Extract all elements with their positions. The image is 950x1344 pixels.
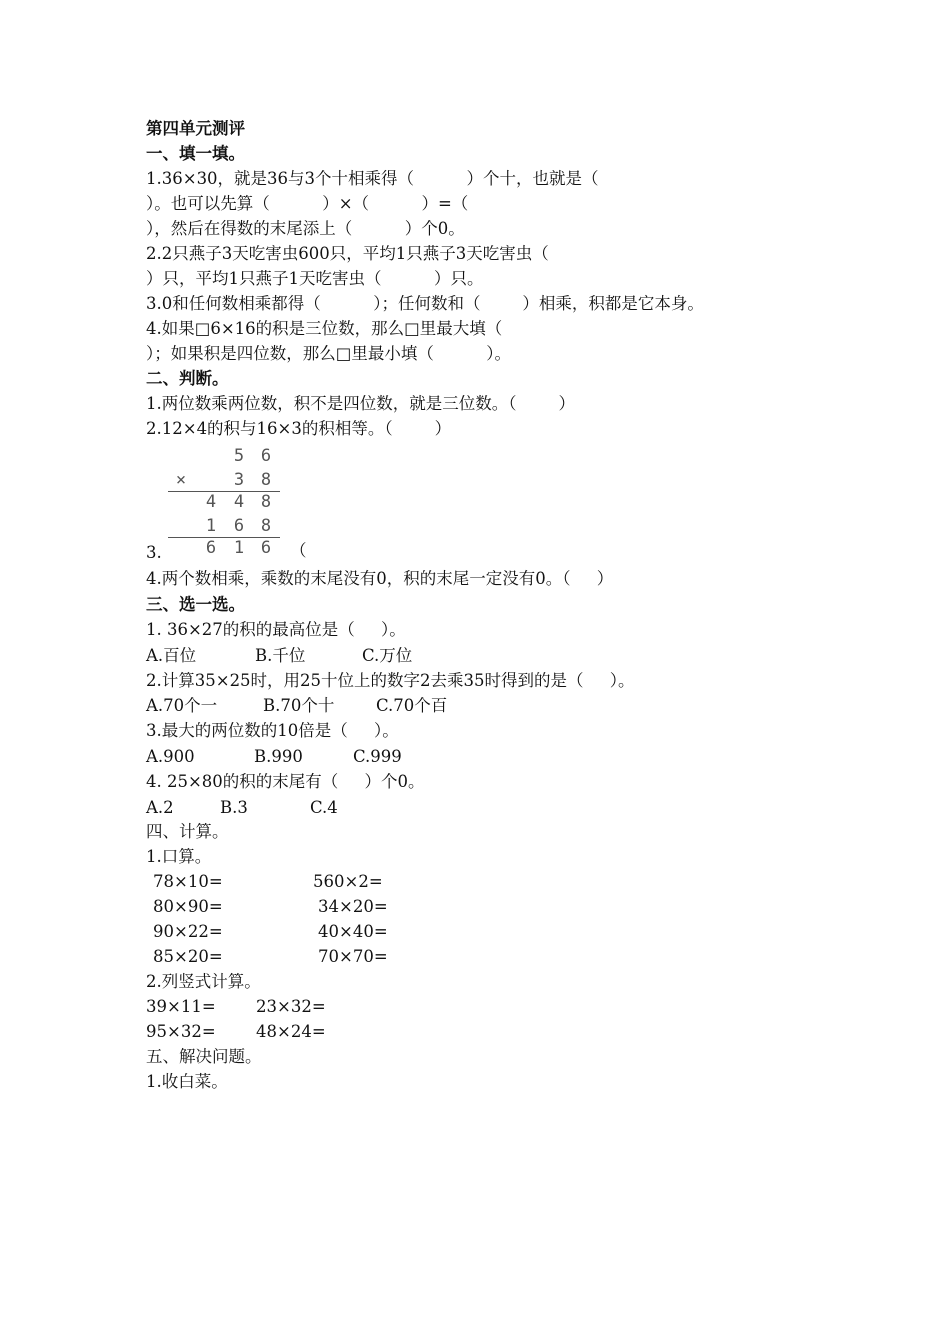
vm-digit: 8	[260, 470, 272, 490]
written-calc: 95×32=	[146, 1022, 216, 1041]
vertical-multiplication	[160, 446, 290, 564]
s3-q1-option-a: A.百位	[146, 646, 197, 665]
s3-q2-option-a: A.70个一	[146, 696, 218, 715]
oral-right-2: 34×20=	[318, 897, 388, 916]
s3-q2-option-b: B.70个十	[263, 696, 335, 715]
s2-item3-prefix: 3.	[146, 543, 162, 562]
section2-heading: 二、判断。	[146, 369, 229, 388]
vm-digit: 4	[205, 492, 217, 512]
vm-digit: 8	[260, 516, 272, 536]
written-calc: 23×32=	[256, 997, 326, 1016]
section1-heading: 一、填一填。	[146, 144, 245, 163]
vm-digit: 6	[205, 538, 217, 558]
vm-digit: 4	[233, 492, 245, 512]
s3-q4-option-b: B.3	[220, 798, 248, 817]
vm-digit: 6	[233, 516, 245, 536]
vm-digit: 5	[233, 446, 245, 466]
s2-item3-suffix: （	[290, 541, 307, 560]
s3-q1-option-b: B.千位	[255, 646, 306, 665]
s3-q4-option-a: A.2	[146, 798, 174, 817]
s1-line-1: 1.36×30，就是36与3个十相乘得（ ）个十，也就是（	[146, 169, 599, 188]
s3-q4-option-c: C.4	[310, 798, 338, 817]
oral-left-4: 85×20=	[153, 947, 223, 966]
s1-line-6: 3.0和任何数相乘都得（ ）；任何数和（ ）相乘，积都是它本身。	[146, 294, 704, 313]
s4-sub2: 2.列竖式计算。	[146, 972, 261, 991]
s1-line-8: ）；如果积是四位数，那么□里最小填（ ）。	[146, 344, 512, 363]
s1-line-4: 2.2只燕子3天吃害虫600只，平均1只燕子3天吃害虫（	[146, 244, 549, 263]
vm-digit: 1	[205, 516, 217, 536]
s2-line-2: 2.12×4的积与16×3的积相等。（ ）	[146, 419, 452, 438]
vm-digit: 3	[233, 470, 245, 490]
s3-q4: 4. 25×80的积的末尾有（ ）个0。	[146, 772, 425, 791]
section3-heading: 三、选一选。	[146, 595, 245, 614]
s3-q1-option-c: C.万位	[362, 646, 413, 665]
s4-sub1: 1.口算。	[146, 847, 212, 866]
oral-left-1: 78×10=	[153, 872, 223, 891]
s3-q3-option-c: C.999	[353, 747, 402, 766]
s2-line-4: 4.两个数相乘，乘数的末尾没有0，积的末尾一定没有0。（ ）	[146, 569, 614, 588]
s3-q1: 1. 36×27的积的最高位是（ ）。	[146, 620, 406, 639]
s3-q3-option-a: A.900	[146, 747, 195, 766]
oral-right-1: 560×2=	[313, 872, 383, 891]
s1-line-3: ），然后在得数的末尾添上（ ）个0。	[146, 219, 465, 238]
s2-line-1: 1.两位数乘两位数，积不是四位数，就是三位数。（ ）	[146, 394, 575, 413]
s1-line-7: 4.如果□6×16的积是三位数，那么□里最大填（	[146, 319, 503, 338]
s3-q3: 3.最大的两位数的10倍是（ ）。	[146, 721, 399, 740]
oral-right-4: 70×70=	[318, 947, 388, 966]
s5-q1: 1.收白菜。	[146, 1072, 228, 1091]
s3-q2-option-c: C.70个百	[376, 696, 448, 715]
oral-right-3: 40×40=	[318, 922, 388, 941]
s1-line-5: ）只，平均1只燕子1天吃害虫（ ）只。	[146, 269, 484, 288]
vm-digit: 8	[260, 492, 272, 512]
vm-digit: 6	[260, 538, 272, 558]
vm-times-sign: ×	[175, 470, 187, 490]
s3-q2: 2.计算35×25时，用25十位上的数字2去乘35时得到的是（ ）。	[146, 671, 635, 690]
s3-q3-option-b: B.990	[254, 747, 303, 766]
written-calc: 48×24=	[256, 1022, 326, 1041]
vm-digit: 1	[233, 538, 245, 558]
page-title: 第四单元测评	[146, 119, 245, 138]
section4-heading: 四、计算。	[146, 822, 229, 841]
s1-line-2: ）。也可以先算（ ）×（ ）=（	[146, 194, 469, 213]
oral-left-3: 90×22=	[153, 922, 223, 941]
oral-left-2: 80×90=	[153, 897, 223, 916]
section5-heading: 五、解决问题。	[146, 1047, 262, 1066]
written-calc: 39×11=	[146, 997, 216, 1016]
vm-digit: 6	[260, 446, 272, 466]
